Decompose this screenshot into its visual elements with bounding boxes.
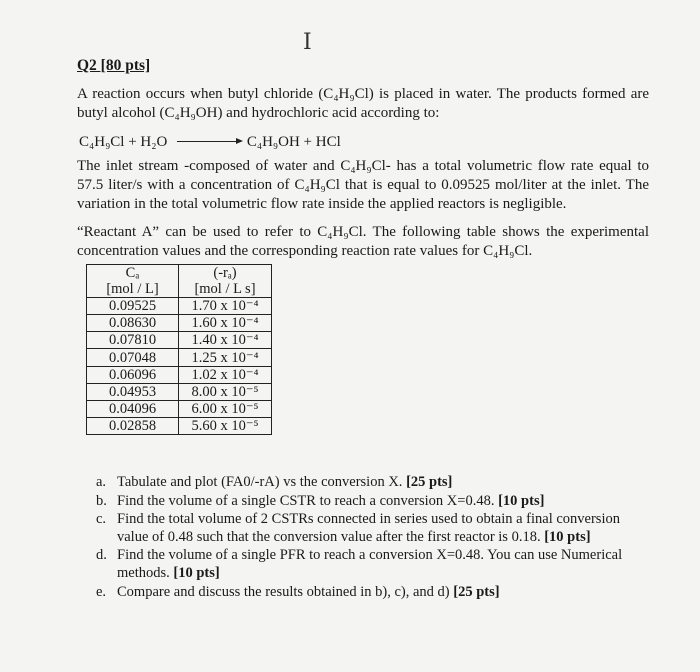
table-row (87, 383, 272, 400)
equation-reactants: C₄H₉Cl + H₂O (79, 134, 168, 150)
item-points: [25 pts] (453, 583, 500, 600)
table-row (87, 417, 272, 434)
item-points: [10 pts] (544, 528, 591, 545)
col-unit-rate: [mol / L s] (179, 281, 272, 298)
inlet-stream-paragraph: The inlet stream -composed of water and C₄H₉Cl- has a total volumetric flow rate equal to 57.5 liter/s with a concentration of C₄H₉Cl that is equal to 0.09525 mol/liter at the inlet. The variation in the total volumetric flow rate inside the applied reactors is negligible. (77, 158, 649, 212)
reaction-equation (79, 134, 341, 151)
table-row (87, 332, 272, 349)
item-points: [25 pts] (406, 474, 453, 490)
item-text: Find the volume of a single CSTR to reach a conversion X=0.48. (117, 492, 499, 509)
item-text: Tabulate and plot (FA0/-rA) vs the conversion X. (117, 474, 407, 490)
item-text: Find the volume of a single PFR to reach a conversion X=0.48. You can use Numerical methods. (117, 547, 623, 581)
rate-cell: 1.60 x 10⁻⁴ (179, 315, 272, 332)
rate-cell: 1.70 x 10⁻⁴ (179, 298, 272, 315)
col-header-concentration: Cₐ (87, 265, 179, 282)
table-row (87, 366, 272, 383)
item-text: Compare and discuss the results obtained in b), c), and d) (117, 583, 454, 600)
concentration-rate-table (86, 264, 272, 435)
concentration-cell: 0.07810 (87, 332, 179, 349)
concentration-cell: 0.04096 (87, 400, 179, 417)
table-row (87, 298, 272, 315)
item-letter: e. (96, 583, 107, 600)
rate-cell: 1.02 x 10⁻⁴ (179, 366, 272, 383)
table-row (87, 400, 272, 417)
concentration-cell: 0.04953 (87, 383, 179, 400)
item-letter: b. (96, 492, 107, 509)
table-row (87, 315, 272, 332)
rate-cell: 1.25 x 10⁻⁴ (179, 349, 272, 366)
item-letter: c. (96, 511, 107, 528)
rate-cell: 5.60 x 10⁻⁵ (179, 417, 272, 434)
rate-cell: 6.00 x 10⁻⁵ (179, 400, 272, 417)
table-row (87, 349, 272, 366)
list-item (96, 474, 626, 492)
reactant-a-paragraph: “Reactant A” can be used to refer to C₄H₉Cl. The following table shows the experimental concentration values and the corresponding reaction rate values for C₄H₉Cl. (77, 224, 649, 259)
rate-cell: 1.40 x 10⁻⁴ (179, 332, 272, 349)
question-heading: Q2 [80 pts] (77, 57, 151, 74)
text-cursor-icon: I (303, 30, 312, 55)
list-item (96, 511, 626, 546)
item-letter: d. (96, 547, 107, 564)
col-unit-concentration: [mol / L] (87, 281, 179, 298)
list-item (96, 547, 626, 582)
item-text: Find the total volume of 2 CSTRs connected in series used to obtain a final conversion value of 0.48 such that the conversion value after the first reactor is 0.18. (117, 511, 620, 545)
item-points: [10 pts] (498, 492, 545, 509)
concentration-cell: 0.07048 (87, 349, 179, 366)
rate-cell: 8.00 x 10⁻⁵ (179, 383, 272, 400)
concentration-cell: 0.06096 (87, 366, 179, 383)
question-list (96, 474, 626, 602)
concentration-cell: 0.02858 (87, 417, 179, 434)
list-item (96, 584, 626, 602)
reaction-arrow-icon (177, 141, 241, 142)
intro-paragraph: A reaction occurs when butyl chloride (C₄H₉Cl) is placed in water. The products formed are butyl alcohol (C₄H₉OH) and hydrochloric acid according to: (77, 86, 649, 121)
equation-products: C₄H₉OH + HCl (246, 134, 341, 150)
concentration-cell: 0.08630 (87, 315, 179, 332)
concentration-cell: 0.09525 (87, 298, 179, 315)
col-header-rate: (-rₐ) (179, 265, 272, 282)
item-letter: a. (96, 474, 107, 490)
item-points: [10 pts] (173, 564, 220, 581)
list-item (96, 493, 626, 511)
